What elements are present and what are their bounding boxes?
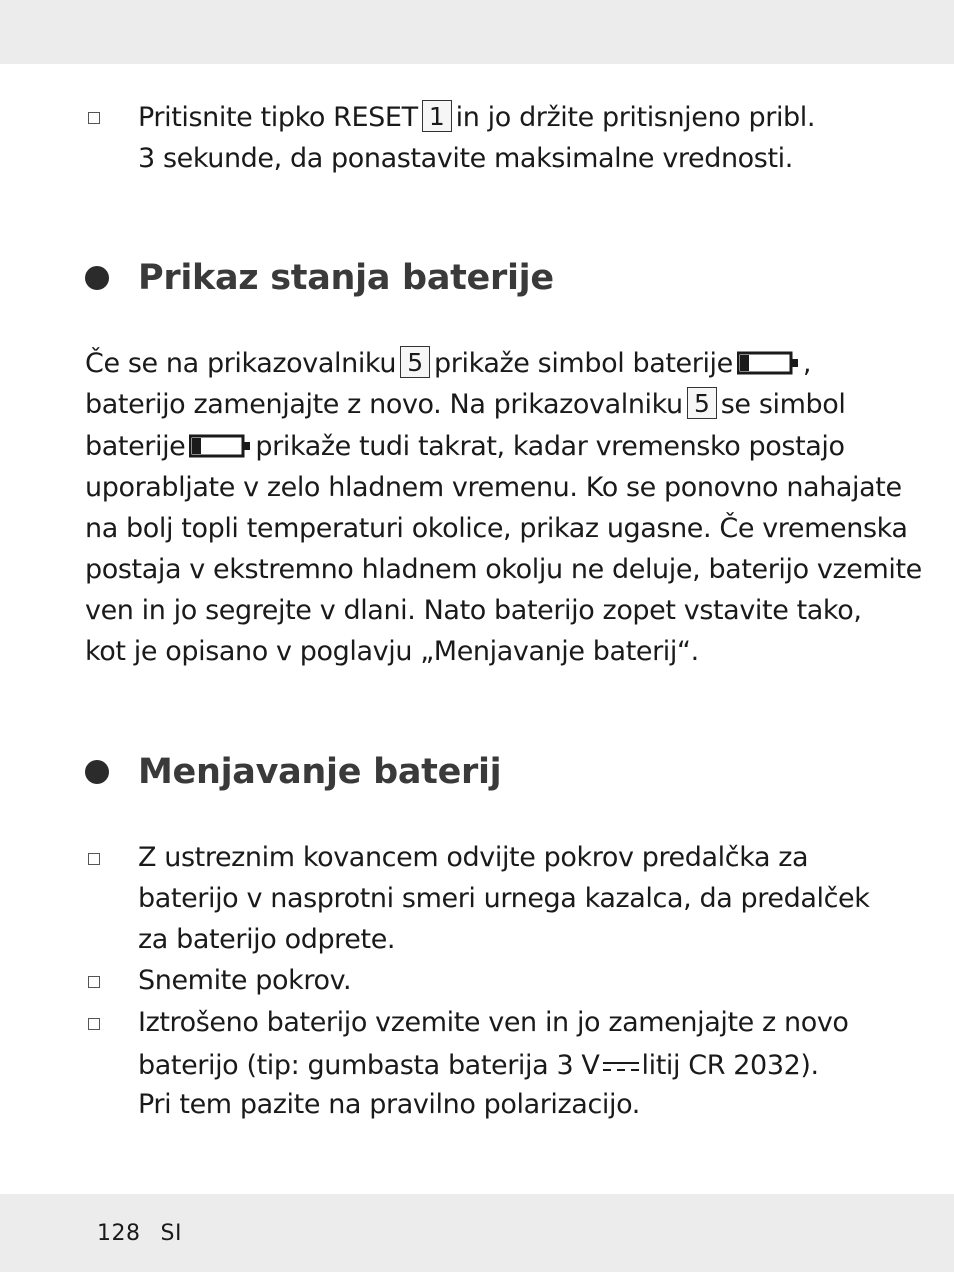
text-line: 3 sekunde, da ponastavite maksimalne vrednosti. <box>138 143 793 174</box>
text-line: Pri tem pazite na pravilno polarizacijo. <box>138 1089 640 1120</box>
language-code: SI <box>160 1221 182 1246</box>
section-bullet-icon <box>85 266 109 290</box>
top-band <box>0 0 954 64</box>
text-line: Z ustreznim kovancem odvijte pokrov predalčka za <box>138 842 809 873</box>
reference-number: 5 <box>400 346 430 378</box>
reference-number: 1 <box>422 100 452 132</box>
text-line: baterije prikaže tudi takrat, kadar vremensko postajo <box>85 426 845 470</box>
text-line: ven in jo segrejte v dlani. Nato baterijo zopet vstavite tako, <box>85 595 862 626</box>
text-line: za baterijo odprete. <box>138 924 396 955</box>
battery-icon <box>189 429 251 470</box>
checkbox-bullet <box>88 853 100 865</box>
text-line: Pritisnite tipko RESET 1 in jo držite pritisnjeno pribl. <box>138 102 816 133</box>
section-heading: Menjavanje baterij <box>138 752 502 792</box>
section-heading: Prikaz stanja baterije <box>138 258 554 298</box>
text-line: Snemite pokrov. <box>138 965 352 996</box>
text-line: kot je opisano v poglavju „Menjavanje baterij“. <box>85 636 699 667</box>
text-line: Če se na prikazovalniku 5 prikaže simbol baterije , <box>85 343 811 387</box>
reference-number: 5 <box>687 387 717 419</box>
checkbox-bullet <box>88 112 100 124</box>
battery-icon <box>737 346 799 387</box>
text-line: baterijo (tip: gumbasta baterija 3 V litij CR 2032). <box>138 1043 819 1086</box>
text-line: baterijo zamenjajte z novo. Na prikazovalniku 5 se simbol <box>85 389 846 420</box>
section-bullet-icon <box>85 760 109 784</box>
page-number: 128 <box>97 1221 141 1246</box>
page-footer <box>97 1216 202 1252</box>
text-line: Iztrošeno baterijo vzemite ven in jo zamenjajte z novo <box>138 1007 849 1038</box>
text-line: uporabljate v zelo hladnem vremenu. Ko se ponovno nahajate <box>85 472 902 503</box>
text-line: postaja v ekstremno hladnem okolju ne deluje, baterijo vzemite <box>85 554 922 585</box>
text-line: baterijo v nasprotni smeri urnega kazalca, da predalček <box>138 883 870 914</box>
dc-symbol-icon <box>602 1043 640 1084</box>
checkbox-bullet <box>88 976 100 988</box>
checkbox-bullet <box>88 1018 100 1030</box>
text-line: na bolj topli temperaturi okolice, prikaz ugasne. Če vremenska <box>85 513 908 544</box>
